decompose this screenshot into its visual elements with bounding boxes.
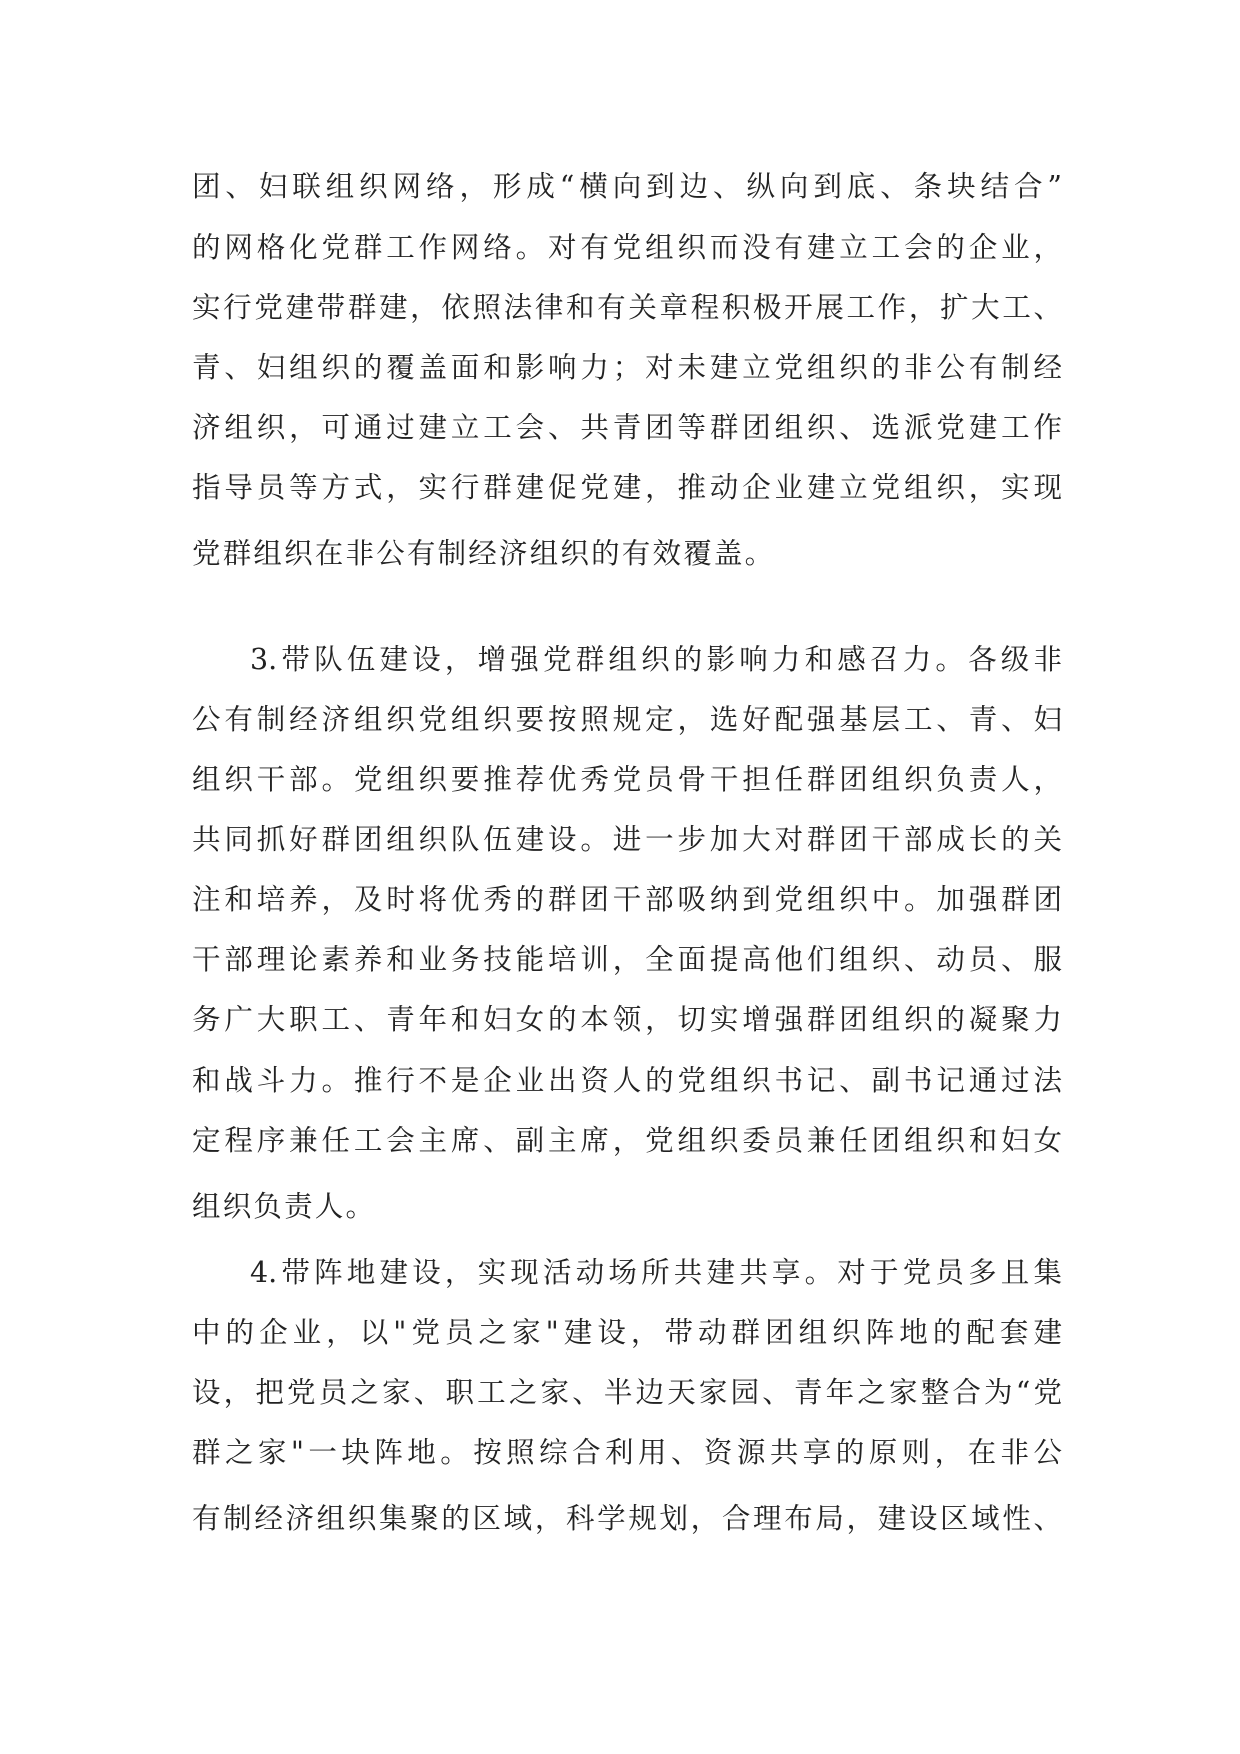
text-line: 共同抓好群团组织队伍建设。进一步加大对群团干部成长的关 [192, 823, 1062, 856]
text-line: 公有制经济组织党组织要按照规定，选好配强基层工、青、妇 [192, 703, 1062, 736]
text-line: 实行党建带群建，依照法律和有关章程积极开展工作，扩大工、 [192, 291, 1062, 324]
text-line: 党群组织在非公有制经济组织的有效覆盖。 [192, 537, 776, 570]
text-line: 和战斗力。推行不是企业出资人的党组织书记、副书记通过法 [192, 1064, 1062, 1097]
text-line: 组织干部。党组织要推荐优秀党员骨干担任群团组织负责人， [192, 763, 1062, 796]
text-line: 注和培养，及时将优秀的群团干部吸纳到党组织中。加强群团 [192, 883, 1062, 916]
text-line: 中的企业，以"党员之家"建设，带动群团组织阵地的配套建 [192, 1316, 1062, 1349]
text-line: 务广大职工、青年和妇女的本领，切实增强群团组织的凝聚力 [192, 1003, 1062, 1036]
text-line: 群之家"一块阵地。按照综合利用、资源共享的原则，在非公 [192, 1436, 1062, 1469]
text-line: 团、妇联组织网络，形成“横向到边、纵向到底、条块结合” [192, 170, 1062, 203]
text-line: 青、妇组织的覆盖面和影响力；对未建立党组织的非公有制经 [192, 351, 1062, 384]
text-line: 4.带阵地建设，实现活动场所共建共享。对于党员多且集 [250, 1256, 1062, 1289]
text-line: 的网格化党群工作网络。对有党组织而没有建立工会的企业， [192, 231, 1062, 264]
text-line: 3.带队伍建设，增强党群组织的影响力和感召力。各级非 [250, 643, 1062, 676]
text-line: 组织负责人。 [192, 1190, 377, 1223]
text-line: 设，把党员之家、职工之家、半边天家园、青年之家整合为“党 [192, 1376, 1062, 1409]
text-line: 有制经济组织集聚的区域，科学规划，合理布局，建设区域性、 [192, 1502, 1062, 1535]
text-line: 指导员等方式，实行群建促党建，推动企业建立党组织，实现 [192, 471, 1062, 504]
text-line: 定程序兼任工会主席、副主席，党组织委员兼任团组织和妇女 [192, 1124, 1062, 1157]
text-line: 干部理论素养和业务技能培训，全面提高他们组织、动员、服 [192, 943, 1062, 976]
text-line: 济组织，可通过建立工会、共青团等群团组织、选派党建工作 [192, 411, 1062, 444]
